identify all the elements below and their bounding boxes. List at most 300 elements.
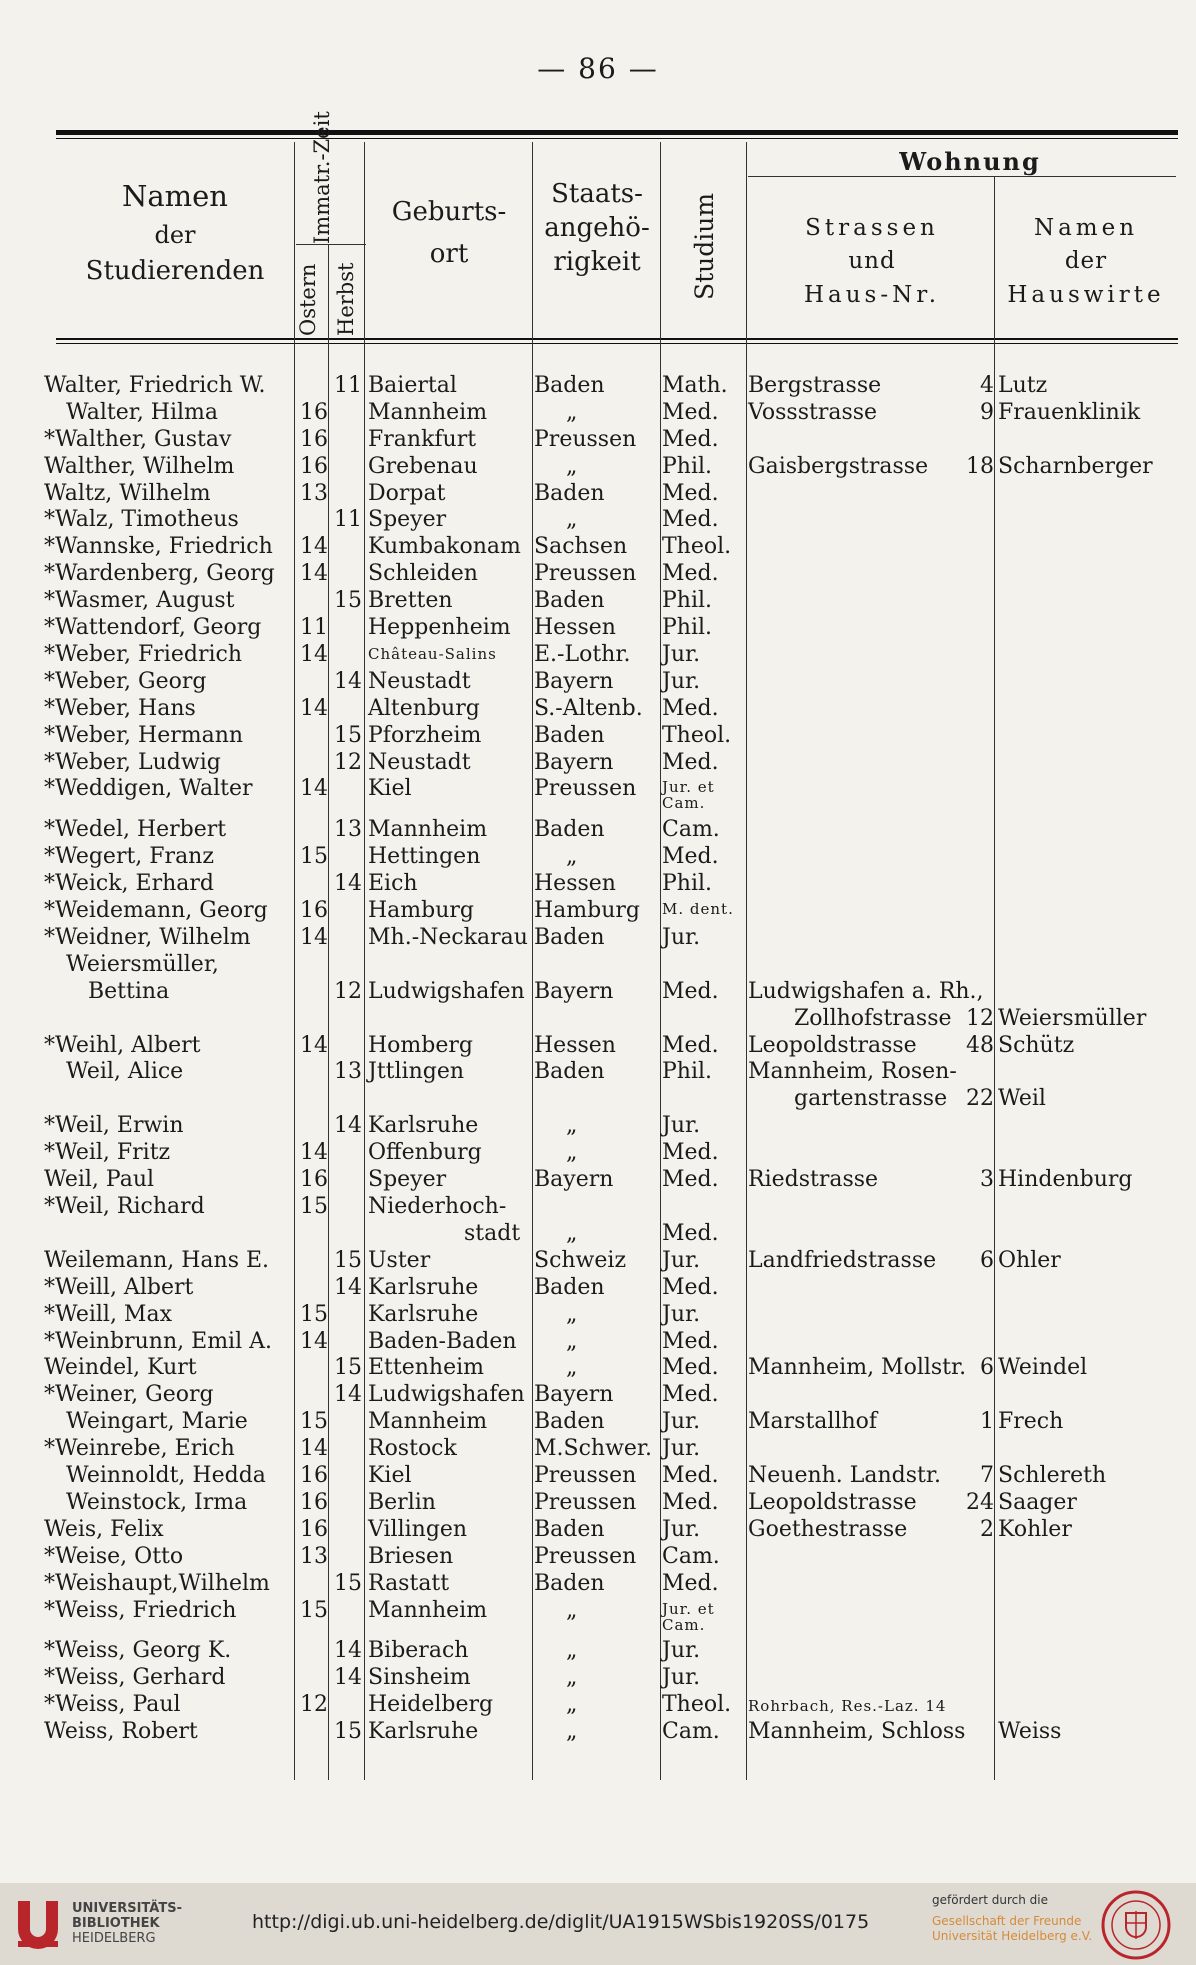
immatr-ostern: 16: [300, 454, 328, 479]
immatr-ostern: 16: [300, 1490, 328, 1515]
street-address: gartenstrasse: [794, 1086, 948, 1111]
nationality: „: [566, 1638, 578, 1663]
nationality: „: [566, 1355, 578, 1380]
table-row: [0, 1691, 1196, 1718]
table-row: [0, 695, 1196, 722]
field-of-study: Theol.: [662, 723, 732, 748]
birthplace: Altenburg: [368, 696, 480, 721]
table-row: [0, 1220, 1196, 1247]
nationality: Bayern: [534, 979, 614, 1004]
table-row: [0, 816, 1196, 843]
nationality: Baden: [534, 817, 605, 842]
landlord-name: Saager: [998, 1490, 1077, 1515]
nationality: „: [566, 1692, 578, 1717]
field-of-study: Med.: [662, 1382, 719, 1407]
immatr-herbst: 15: [334, 1248, 362, 1273]
field-of-study: Phil.: [662, 588, 713, 613]
house-number: 6: [980, 1248, 994, 1273]
header-rigkeit: rigkeit: [553, 246, 641, 277]
birthplace: Baiertal: [368, 373, 457, 398]
immatr-herbst: 11: [334, 373, 362, 398]
birthplace: Heidelberg: [368, 1692, 494, 1717]
birthplace: Bretten: [368, 588, 453, 613]
header-bottom-rule: [56, 338, 1178, 340]
house-number: 18: [966, 454, 994, 479]
immatr-ostern: 13: [300, 481, 328, 506]
birthplace: Mannheim: [368, 1409, 488, 1434]
landlord-name: Schlereth: [998, 1463, 1107, 1488]
landlord-name: Kohler: [998, 1517, 1072, 1542]
immatr-ostern: 14: [300, 696, 328, 721]
nationality: Hessen: [534, 615, 616, 640]
landlord-name: Weiersmüller: [998, 1006, 1147, 1031]
table-row: [0, 560, 1196, 587]
street-address: Bergstrasse: [748, 373, 882, 398]
field-of-study: Med.: [662, 750, 719, 775]
field-of-study: Math.: [662, 373, 728, 398]
nationality: „: [566, 1598, 578, 1623]
birthplace: Ettenheim: [368, 1355, 485, 1380]
birthplace: Dorpat: [368, 481, 446, 506]
nationality: Baden: [534, 1059, 605, 1084]
table-row: [0, 1381, 1196, 1408]
table-row: [0, 1543, 1196, 1570]
table-row: [0, 1301, 1196, 1328]
nationality: Preussen: [534, 427, 637, 452]
table-row: [0, 897, 1196, 924]
field-of-study: Med.: [662, 979, 719, 1004]
nationality: Hessen: [534, 871, 616, 896]
table-row: [0, 1247, 1196, 1274]
nationality: Sachsen: [534, 534, 628, 559]
nationality: Baden: [534, 1275, 605, 1300]
table-row: [0, 924, 1196, 951]
table-row: [0, 614, 1196, 641]
student-name: *Weishaupt,Wilhelm: [44, 1571, 270, 1596]
field-of-study: Med.: [662, 1329, 719, 1354]
table-row: [0, 1166, 1196, 1193]
street-address: Goethestrasse: [748, 1517, 908, 1542]
field-of-study: Jur.: [662, 1638, 701, 1663]
immatr-herbst: 15: [334, 1719, 362, 1744]
table-row: [0, 372, 1196, 399]
house-number: 48: [966, 1033, 994, 1058]
immatr-ostern: 15: [300, 1409, 328, 1434]
immatr-herbst: 14: [334, 1638, 362, 1663]
table-row: [0, 1139, 1196, 1166]
student-name: Walter, Friedrich W.: [44, 373, 266, 398]
immatr-ostern: 15: [300, 1194, 328, 1219]
student-name: *Weinrebe, Erich: [44, 1436, 235, 1461]
table-row: [0, 1489, 1196, 1516]
street-address: Vossstrasse: [748, 400, 878, 425]
nationality: M.Schwer.: [534, 1436, 653, 1461]
header-staats: Staats-: [551, 179, 643, 209]
table-row: [0, 1274, 1196, 1301]
table-row: [0, 641, 1196, 668]
field-of-study: Med.: [662, 1355, 719, 1380]
library-name-2: BIBLIOTHEK: [72, 1916, 160, 1931]
table-row: [0, 1005, 1196, 1032]
sponsor-line-2: Gesellschaft der Freunde: [932, 1914, 1082, 1928]
street-address: Landfriedstrasse: [748, 1248, 937, 1273]
nationality: Hessen: [534, 1033, 616, 1058]
birthplace: Karlsruhe: [368, 1302, 479, 1327]
birthplace: Mannheim: [368, 817, 488, 842]
landlord-name: Frech: [998, 1409, 1064, 1434]
nationality: „: [566, 1329, 578, 1354]
field-of-study: Med.: [662, 400, 719, 425]
immatr-ostern: 15: [300, 1302, 328, 1327]
house-number: 7: [980, 1463, 994, 1488]
table-row: [0, 426, 1196, 453]
table-row: [0, 1193, 1196, 1220]
nationality: Bayern: [534, 1382, 614, 1407]
birthplace: Mannheim: [368, 400, 488, 425]
house-number: 22: [966, 1086, 994, 1111]
student-name: *Weber, Ludwig: [44, 750, 221, 775]
birthplace: Ludwigshafen: [368, 1382, 525, 1407]
student-name: *Weick, Erhard: [44, 871, 214, 896]
street-address: Riedstrasse: [748, 1167, 879, 1192]
field-of-study: Med.: [662, 507, 719, 532]
field-of-study: Med.: [662, 1275, 719, 1300]
student-name: *Weill, Max: [44, 1302, 172, 1327]
immatr-ostern: 14: [300, 534, 328, 559]
field-of-study: Med.: [662, 844, 719, 869]
student-name: Weingart, Marie: [66, 1409, 248, 1434]
birthplace: Villingen: [368, 1517, 468, 1542]
university-seal-icon: [1100, 1889, 1172, 1961]
table-row: [0, 1328, 1196, 1355]
house-number: 2: [980, 1517, 994, 1542]
field-of-study: Jur.: [662, 1113, 701, 1138]
field-of-study: Med.: [662, 1463, 719, 1488]
library-name-3: HEIDELBERG: [72, 1931, 156, 1946]
landlord-name: Weiss: [998, 1719, 1062, 1744]
immatr-herbst: 13: [334, 1059, 362, 1084]
field-of-study: Med.: [662, 1490, 719, 1515]
street-address: Marstallhof: [748, 1409, 878, 1434]
header-und: und: [848, 248, 896, 275]
birthplace: Uster: [368, 1248, 431, 1273]
header-ort: ort: [429, 238, 469, 269]
birthplace: Kiel: [368, 1463, 412, 1488]
birthplace: Offenburg: [368, 1140, 482, 1165]
birthplace: Sinsheim: [368, 1665, 471, 1690]
field-of-study: Jur.: [662, 642, 701, 667]
landlord-name: Scharnberger: [998, 454, 1153, 479]
field-of-study: Jur.: [662, 925, 701, 950]
birthplace: Niederhoch-: [368, 1194, 507, 1219]
student-name: *Weber, Hermann: [44, 723, 244, 748]
table-row: [0, 1570, 1196, 1597]
field-of-study: Med.: [662, 1571, 719, 1596]
birthplace: Speyer: [368, 1167, 447, 1192]
student-name: *Weber, Friedrich: [44, 642, 242, 667]
field-of-study: Med.: [662, 1221, 719, 1246]
header-hausnr: Haus-Nr.: [803, 281, 941, 308]
birthplace: Baden-Baden: [368, 1329, 517, 1354]
immatr-ostern: 14: [300, 1140, 328, 1165]
table-row: [0, 1435, 1196, 1462]
table-row: [0, 749, 1196, 776]
student-name: *Weber, Georg: [44, 669, 207, 694]
student-name: Bettina: [88, 979, 170, 1004]
table-row: [0, 533, 1196, 560]
table-row: [0, 1032, 1196, 1059]
library-logo-icon: [12, 1895, 64, 1951]
nationality: „: [566, 1113, 578, 1138]
student-name: *Wattendorf, Georg: [44, 615, 262, 640]
table-row: [0, 506, 1196, 533]
birthplace: Rostock: [368, 1436, 457, 1461]
street-address: Leopoldstrasse: [748, 1490, 917, 1515]
student-name: Weiersmüller,: [66, 952, 219, 977]
wohnung-rule: [748, 176, 1176, 177]
field-of-study: Phil.: [662, 1059, 713, 1084]
nationality: Baden: [534, 373, 605, 398]
student-name: *Weil, Erwin: [44, 1113, 184, 1138]
sponsor-line-1: gefördert durch die: [932, 1893, 1048, 1907]
nationality: Baden: [534, 481, 605, 506]
immatr-ostern: 14: [300, 1436, 328, 1461]
student-name: *Weiss, Georg K.: [44, 1638, 232, 1663]
immatr-ostern: 13: [300, 1544, 328, 1569]
header-immatr-zeit: Immatr.-Zeit: [310, 111, 334, 244]
student-name: *Weil, Fritz: [44, 1140, 171, 1165]
immatr-ostern: 15: [300, 844, 328, 869]
student-name: *Weidner, Wilhelm: [44, 925, 251, 950]
nationality: „: [566, 1221, 578, 1246]
nationality: Baden: [534, 1571, 605, 1596]
table-row: [0, 1408, 1196, 1435]
street-address: Mannheim, Rosen-: [748, 1059, 957, 1084]
immatr-ostern: 16: [300, 1517, 328, 1542]
field-of-study: M. dent.: [662, 900, 734, 918]
nationality: Schweiz: [534, 1248, 627, 1273]
field-of-study: Med.: [662, 1140, 719, 1165]
student-name: *Weil, Richard: [44, 1194, 205, 1219]
student-name: Walther, Wilhelm: [44, 454, 235, 479]
header-herbst: Herbst: [334, 262, 358, 336]
nationality: Preussen: [534, 1463, 637, 1488]
immatr-ostern: 16: [300, 898, 328, 923]
field-of-study: Jur.: [662, 1436, 701, 1461]
student-name: *Weise, Otto: [44, 1544, 184, 1569]
street-address: Mannheim, Mollstr.: [748, 1355, 967, 1380]
student-name: *Weiner, Georg: [44, 1382, 214, 1407]
header-geburts: Geburts-: [391, 197, 507, 227]
birthplace: Ludwigshafen: [368, 979, 525, 1004]
street-address: Gaisbergstrasse: [748, 454, 929, 479]
table-row: [0, 951, 1196, 978]
table-row: [0, 480, 1196, 507]
student-name: Weiss, Robert: [44, 1719, 198, 1744]
source-url-link[interactable]: http://digi.ub.uni-heidelberg.de/diglit/UA1915WSbis1920SS/0175: [252, 1911, 870, 1933]
student-name: *Weiss, Gerhard: [44, 1665, 226, 1690]
immatr-herbst: 15: [334, 1571, 362, 1596]
top-rule-thick: [56, 130, 1178, 135]
immatr-ostern: 15: [300, 1598, 328, 1623]
immatr-ostern: 14: [300, 925, 328, 950]
birthplace: Kiel: [368, 776, 412, 801]
header-studierenden: Studierenden: [85, 255, 265, 286]
table-row: [0, 1462, 1196, 1489]
immatr-ostern: 16: [300, 400, 328, 425]
birthplace: Grebenau: [368, 454, 478, 479]
landlord-name: Hindenburg: [998, 1167, 1133, 1192]
student-name: *Weiss, Paul: [44, 1692, 181, 1717]
nationality: Baden: [534, 925, 605, 950]
header-der: der: [154, 220, 196, 249]
nationality: S.-Altenb.: [534, 696, 643, 721]
birthplace: Speyer: [368, 507, 447, 532]
header-hauswirte: Hauswirte: [1007, 281, 1165, 308]
table-row: [0, 978, 1196, 1005]
student-name: *Wannske, Friedrich: [44, 534, 273, 559]
street-address: Rohrbach, Res.-Laz. 14: [748, 1697, 947, 1715]
table-row: [0, 587, 1196, 614]
immatr-ostern: 16: [300, 427, 328, 452]
birthplace: Jttlingen: [368, 1059, 465, 1084]
landlord-name: Schütz: [998, 1033, 1075, 1058]
immatr-ostern: 14: [300, 1033, 328, 1058]
page-number: — 86 —: [537, 52, 659, 85]
nationality: Bayern: [534, 1167, 614, 1192]
house-number: 6: [980, 1355, 994, 1380]
header-studium: Studium: [690, 192, 719, 300]
field-of-study: Theol.: [662, 1692, 732, 1717]
nationality: Baden: [534, 723, 605, 748]
library-name-1: UNIVERSITÄTS-: [72, 1901, 182, 1916]
table-row: [0, 668, 1196, 695]
birthplace: Biberach: [368, 1638, 469, 1663]
immatr-ostern: 14: [300, 561, 328, 586]
student-name: *Walther, Gustav: [44, 427, 232, 452]
student-name: Waltz, Wilhelm: [44, 481, 211, 506]
birthplace: Frankfurt: [368, 427, 477, 452]
field-of-study: Jur. et Cam.: [662, 778, 715, 812]
table-row: [0, 399, 1196, 426]
table-row: [0, 1718, 1196, 1745]
street-address: Leopoldstrasse: [748, 1033, 917, 1058]
birthplace: Hamburg: [368, 898, 475, 923]
header-angehoe: angehö-: [544, 212, 650, 243]
student-name: *Weinbrunn, Emil A.: [44, 1329, 273, 1354]
field-of-study: Cam.: [662, 1719, 720, 1744]
nationality: Baden: [534, 1409, 605, 1434]
landlord-name: Frauenklinik: [998, 400, 1141, 425]
header-strassen: Strassen: [805, 215, 939, 241]
birthplace: Château-Salins: [368, 645, 497, 663]
immatr-rule: [296, 244, 366, 245]
birthplace: Kumbakonam: [368, 534, 521, 559]
immatr-herbst: 14: [334, 1665, 362, 1690]
house-number: 3: [980, 1167, 994, 1192]
immatr-herbst: 13: [334, 817, 362, 842]
student-name: *Walz, Timotheus: [44, 507, 239, 532]
birthplace: Berlin: [368, 1490, 436, 1515]
table-row: [0, 722, 1196, 749]
nationality: Baden: [534, 1517, 605, 1542]
student-name: *Wedel, Herbert: [44, 817, 227, 842]
birthplace: Homberg: [368, 1033, 473, 1058]
house-number: 9: [980, 400, 994, 425]
field-of-study: Phil.: [662, 454, 713, 479]
header-namen: Namen: [121, 179, 228, 213]
field-of-study: Phil.: [662, 615, 713, 640]
table-row: [0, 1058, 1196, 1085]
birthplace: Karlsruhe: [368, 1275, 479, 1300]
header-der-wirte: der: [1064, 248, 1108, 275]
student-name: *Weddigen, Walter: [44, 776, 253, 801]
birthplace: Briesen: [368, 1544, 454, 1569]
birthplace: Schleiden: [368, 561, 478, 586]
immatr-ostern: 11: [300, 615, 328, 640]
student-name: *Weihl, Albert: [44, 1033, 201, 1058]
immatr-ostern: 16: [300, 1167, 328, 1192]
table-row: [0, 1516, 1196, 1543]
nationality: „: [566, 1719, 578, 1744]
field-of-study: Med.: [662, 427, 719, 452]
table-row: [0, 1664, 1196, 1691]
header-namen-wirte: Namen: [1033, 215, 1139, 241]
nationality: Baden: [534, 588, 605, 613]
nationality: „: [566, 844, 578, 869]
birthplace: Hettingen: [368, 844, 481, 869]
field-of-study: Med.: [662, 696, 719, 721]
landlord-name: Ohler: [998, 1248, 1061, 1273]
immatr-herbst: 15: [334, 1355, 362, 1380]
immatr-herbst: 15: [334, 723, 362, 748]
landlord-name: Weindel: [998, 1355, 1088, 1380]
nationality: Bayern: [534, 750, 614, 775]
nationality: „: [566, 1302, 578, 1327]
nationality: „: [566, 1140, 578, 1165]
table-row: [0, 1354, 1196, 1381]
nationality: Bayern: [534, 669, 614, 694]
field-of-study: Cam.: [662, 817, 720, 842]
student-name: *Wegert, Franz: [44, 844, 214, 869]
immatr-herbst: 14: [334, 1113, 362, 1138]
student-name: Weilemann, Hans E.: [44, 1248, 270, 1273]
immatr-ostern: 14: [300, 776, 328, 801]
header-bottom-rule-2: [56, 343, 1178, 344]
header-wohnung: Wohnung: [899, 147, 1041, 176]
table-row: [0, 453, 1196, 480]
footer-bar: [0, 1883, 1196, 1965]
immatr-herbst: 15: [334, 588, 362, 613]
street-address: Mannheim, Schloss: [748, 1719, 966, 1744]
birthplace: Heppenheim: [368, 615, 511, 640]
house-number: 24: [966, 1490, 994, 1515]
birthplace: Rastatt: [368, 1571, 450, 1596]
field-of-study: Jur.: [662, 1517, 701, 1542]
table-row: [0, 1085, 1196, 1112]
house-number: 12: [966, 1006, 994, 1031]
immatr-herbst: 14: [334, 669, 362, 694]
student-name: *Wardenberg, Georg: [44, 561, 275, 586]
sponsor-line-3: Universität Heidelberg e.V.: [932, 1929, 1093, 1943]
student-name: Weindel, Kurt: [44, 1355, 197, 1380]
field-of-study: Jur.: [662, 669, 701, 694]
street-address: Zollhofstrasse: [794, 1006, 952, 1031]
table-row: [0, 870, 1196, 897]
top-rule-thin: [56, 138, 1178, 139]
birthplace: Eich: [368, 871, 418, 896]
street-address: Neuenh. Landstr.: [748, 1463, 941, 1488]
